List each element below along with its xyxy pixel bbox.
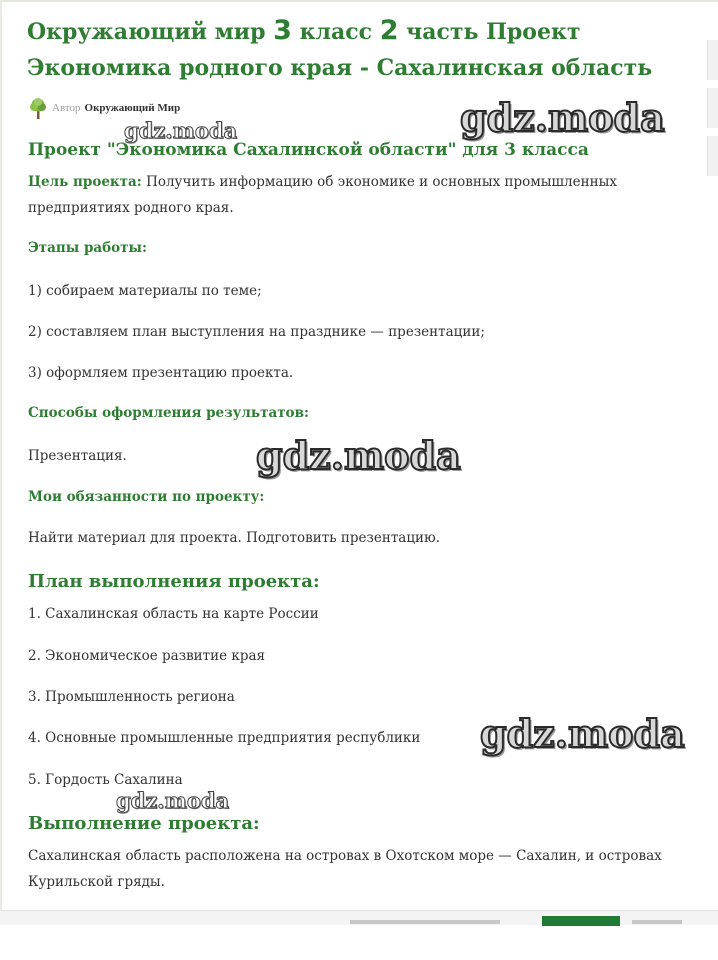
sidebar-block: [707, 40, 718, 80]
plan-heading: План выполнения проекта:: [28, 571, 320, 592]
plan-item: 1. Сахалинская область на карте России: [28, 606, 319, 622]
title-part-number: 2: [379, 15, 399, 46]
tree-icon: [28, 97, 48, 119]
project-heading: Проект "Экономика Сахалинской области" для 3 класса: [28, 140, 589, 160]
watermark: gdz.moda: [480, 711, 685, 756]
watermark: gdz.moda: [124, 118, 238, 143]
left-border: [0, 0, 2, 910]
duties-label: Мои обязанности по проекту:: [28, 489, 265, 505]
goal-text: Получить информацию об экономике и основных промышленных предприятиях родного края.: [28, 174, 617, 216]
title-grade-number: 3: [273, 15, 292, 46]
author-line: [28, 97, 180, 119]
top-border: [0, 0, 718, 2]
title-part-2: класс: [291, 19, 380, 45]
pagination-link[interactable]: [632, 920, 682, 924]
watermark: gdz.moda: [256, 433, 461, 478]
execution-heading: Выполнение проекта:: [28, 813, 260, 834]
plan-item: 3. Промышленность региона: [28, 689, 235, 705]
plan-item: 5. Гордость Сахалина: [28, 772, 183, 788]
duties-text: Найти материал для проекта. Подготовить презентацию.: [28, 530, 441, 546]
execution-text: Сахалинская область расположена на островах в Охотском море — Сахалин, и островах Курильской гряды.: [28, 848, 662, 890]
sidebar-strip: [707, 40, 718, 180]
stage-item: 1) собираем материалы по теме;: [28, 283, 262, 299]
results-text: Презентация.: [28, 448, 127, 464]
bottom-pagination-bar: [0, 910, 718, 960]
goal-label: Цель проекта:: [28, 174, 142, 190]
stage-item: 2) составляем план выступления на празднике — презентации;: [28, 324, 485, 340]
sidebar-block: [707, 88, 718, 128]
stage-item: 3) оформляем презентацию проекта.: [28, 365, 294, 381]
goal-paragraph: [28, 169, 698, 221]
plan-item: 4. Основные промышленные предприятия республики: [28, 730, 421, 746]
watermark: gdz.moda: [460, 95, 665, 140]
watermark: gdz.moda: [116, 788, 230, 813]
sidebar-block: [707, 136, 718, 176]
title-part-1: Окружающий мир: [27, 19, 274, 45]
title-part-3: часть Проект Экономика родного края - Сахалинская область: [27, 19, 653, 81]
next-button[interactable]: [542, 916, 620, 926]
stages-label: Этапы работы:: [28, 240, 148, 256]
author-label: Автор: [52, 102, 81, 114]
results-label: Способы оформления результатов:: [28, 405, 309, 421]
plan-item: 2. Экономическое развитие края: [28, 648, 266, 664]
pagination-link[interactable]: [350, 920, 500, 924]
author-name-link[interactable]: Окружающий Мир: [84, 102, 181, 114]
page-title: [27, 13, 697, 86]
